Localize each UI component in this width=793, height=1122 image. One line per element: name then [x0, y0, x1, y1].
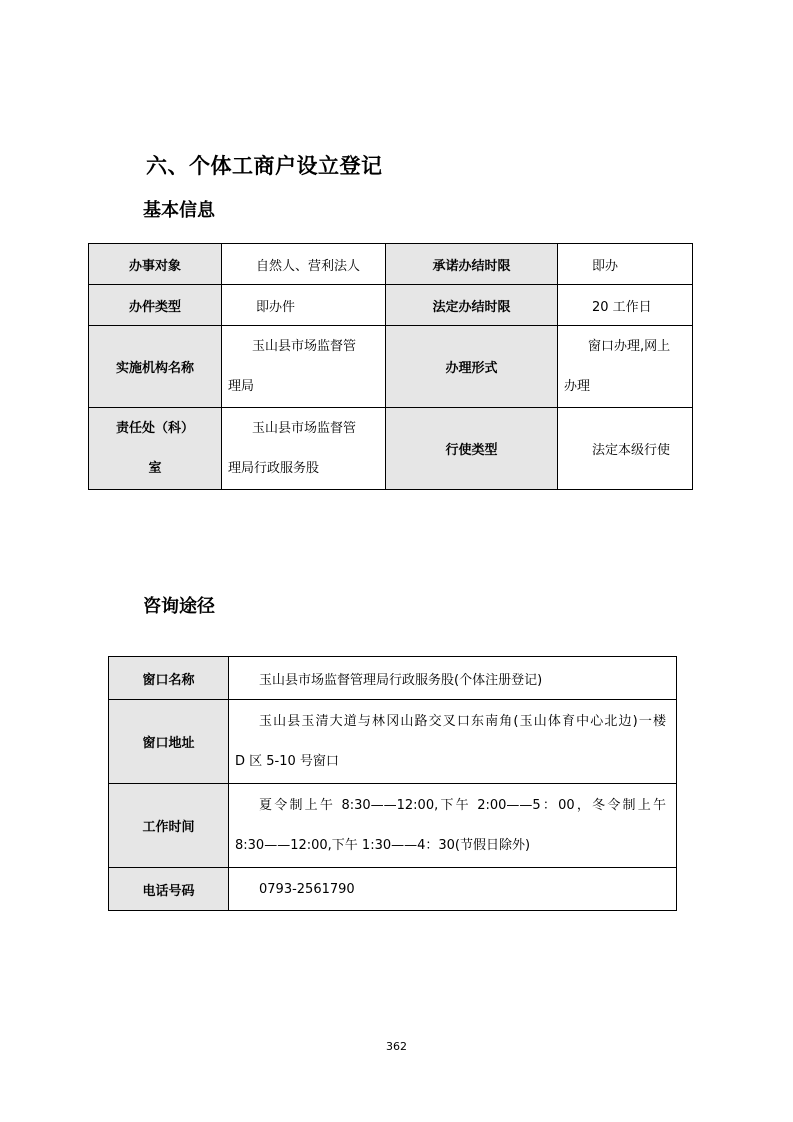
value-line: D 区 5-10 号窗口 — [235, 753, 339, 769]
label-exercise-type: 行使类型 — [386, 408, 558, 490]
label-responsible-office — [89, 408, 222, 490]
label-line: 责任处（科） — [115, 420, 194, 436]
value-line: 理局 — [228, 378, 255, 394]
value-line: 玉山县玉清大道与林冈山路交叉口东南角(玉山体育中心北边)一楼 — [259, 713, 666, 729]
table-row — [109, 868, 677, 911]
value-window-name: 玉山县市场监督管理局行政服务股(个体注册登记) — [229, 657, 677, 700]
value-working-hours — [229, 784, 677, 868]
label-implementing-agency: 实施机构名称 — [89, 326, 222, 408]
value-case-type: 即办件 — [222, 285, 386, 326]
table-row — [89, 408, 693, 490]
label-line: 室 — [148, 460, 162, 476]
value-service-target: 自然人、营利法人 — [222, 244, 386, 285]
table-row — [89, 244, 693, 285]
label-legal-time-limit: 法定办结时限 — [386, 285, 558, 326]
table-row — [109, 657, 677, 700]
table-row — [89, 285, 693, 326]
value-line: 8:30——12:00,下午 1:30——4：30(节假日除外) — [235, 837, 531, 853]
consultation-table — [108, 656, 677, 911]
value-legal-time-limit: 20 工作日 — [558, 285, 693, 326]
value-phone-number: 0793-2561790 — [229, 868, 677, 911]
label-handling-form: 办理形式 — [386, 326, 558, 408]
label-promised-time-limit: 承诺办结时限 — [386, 244, 558, 285]
page-number: 362 — [386, 1040, 407, 1053]
value-implementing-agency — [222, 326, 386, 408]
table-row — [89, 326, 693, 408]
table-row — [109, 700, 677, 784]
label-case-type: 办件类型 — [89, 285, 222, 326]
label-window-name: 窗口名称 — [109, 657, 229, 700]
value-handling-form — [558, 326, 693, 408]
section-heading-consultation: 咨询途径 — [143, 596, 215, 617]
value-line: 窗口办理,网上 — [588, 338, 671, 354]
value-responsible-office — [222, 408, 386, 490]
label-window-address: 窗口地址 — [109, 700, 229, 784]
value-exercise-type: 法定本级行使 — [558, 408, 693, 490]
label-working-hours: 工作时间 — [109, 784, 229, 868]
value-line: 夏令制上午 8:30——12:00,下午 2:00——5：00，冬令制上午 — [259, 797, 666, 813]
label-service-target: 办事对象 — [89, 244, 222, 285]
value-line: 办理 — [564, 378, 591, 394]
page-title: 六、个体工商户设立登记 — [146, 154, 383, 178]
basic-info-table — [88, 243, 693, 490]
value-promised-time-limit: 即办 — [558, 244, 693, 285]
table-row — [109, 784, 677, 868]
value-line: 玉山县市场监督管 — [252, 338, 357, 354]
section-heading-basic-info: 基本信息 — [143, 200, 215, 221]
value-line: 玉山县市场监督管 — [252, 420, 357, 436]
value-line: 理局行政服务股 — [228, 460, 320, 476]
label-phone-number: 电话号码 — [109, 868, 229, 911]
value-window-address — [229, 700, 677, 784]
